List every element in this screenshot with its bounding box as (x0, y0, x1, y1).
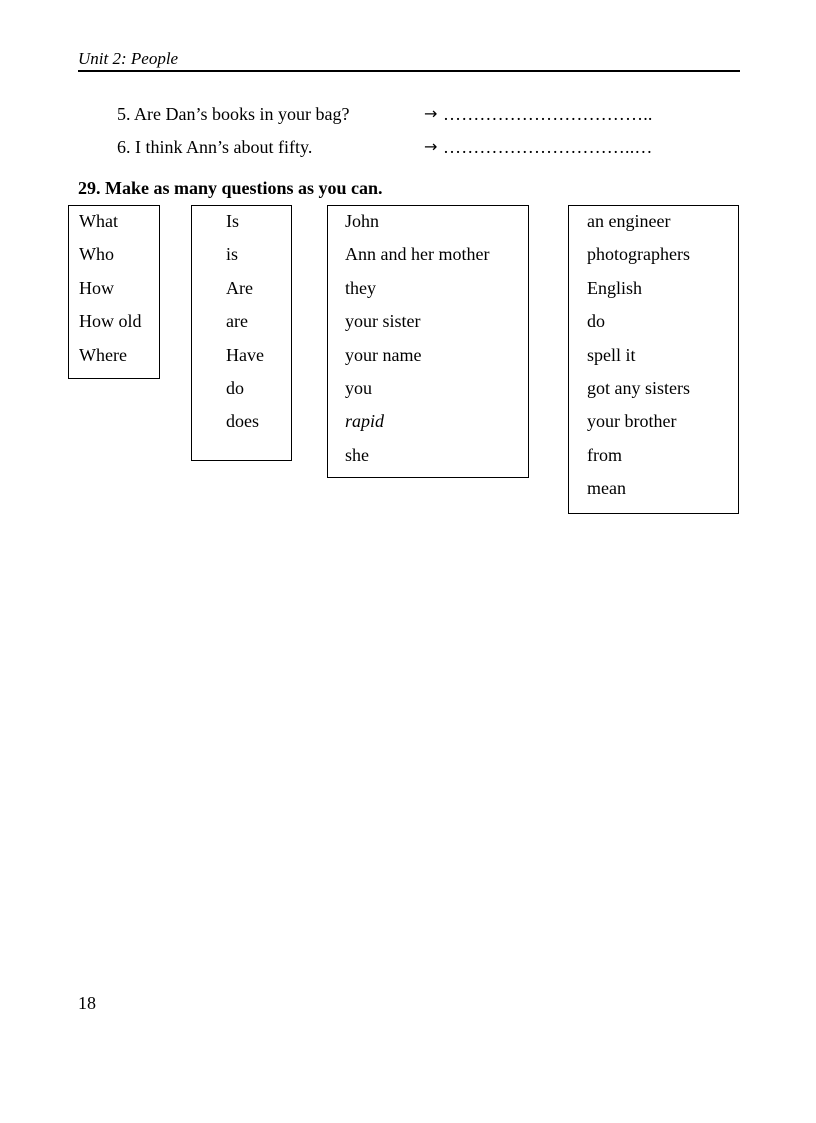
question-word-list (79, 210, 142, 377)
word-item: does (226, 411, 259, 432)
item-6-question: 6. I think Ann’s about fifty. (117, 137, 313, 157)
word-item: your brother (587, 411, 677, 432)
word-item: are (226, 311, 248, 332)
complement-word-list (587, 210, 690, 511)
arrow-icon: → (424, 104, 438, 123)
subject-word-list (345, 210, 489, 477)
verb-word-list (226, 210, 264, 444)
word-item: she (345, 444, 369, 465)
word-item: English (587, 277, 643, 298)
word-item: What (79, 211, 118, 231)
word-item: Where (79, 344, 127, 365)
word-item: spell it (587, 344, 636, 365)
word-item: is (226, 244, 239, 265)
word-item: Who (79, 244, 114, 265)
page-header-title: Unit 2: People (78, 49, 179, 68)
word-item: your name (345, 344, 422, 365)
word-item: Is (226, 211, 239, 231)
word-item: How (79, 277, 114, 298)
word-item: an engineer (587, 211, 671, 231)
page-header (78, 48, 740, 72)
word-item: Are (226, 277, 253, 298)
item-6-answer-blank[interactable]: …………………………..… (443, 137, 653, 157)
word-item: photographers (587, 244, 690, 265)
word-item: mean (587, 478, 626, 499)
item-5-answer-blank[interactable]: …………………………….. (443, 104, 653, 124)
word-item: you (345, 377, 372, 398)
exercise-heading: 29. Make as many questions as you can. (78, 178, 383, 198)
word-item: Have (226, 344, 264, 365)
word-item: they (345, 277, 376, 298)
arrow-icon: → (424, 137, 438, 156)
word-item: Ann and her mother (345, 244, 490, 265)
page-number: 18 (78, 993, 96, 1013)
word-item: do (587, 311, 605, 332)
word-item: John (345, 211, 380, 231)
word-item: rapid (345, 411, 385, 432)
item-5-question: 5. Are Dan’s books in your bag? (117, 104, 350, 124)
word-item: How old (79, 311, 142, 332)
word-item: do (226, 377, 244, 398)
word-item: from (587, 444, 622, 465)
word-item: your sister (345, 311, 421, 332)
word-item: got any sisters (587, 377, 690, 398)
